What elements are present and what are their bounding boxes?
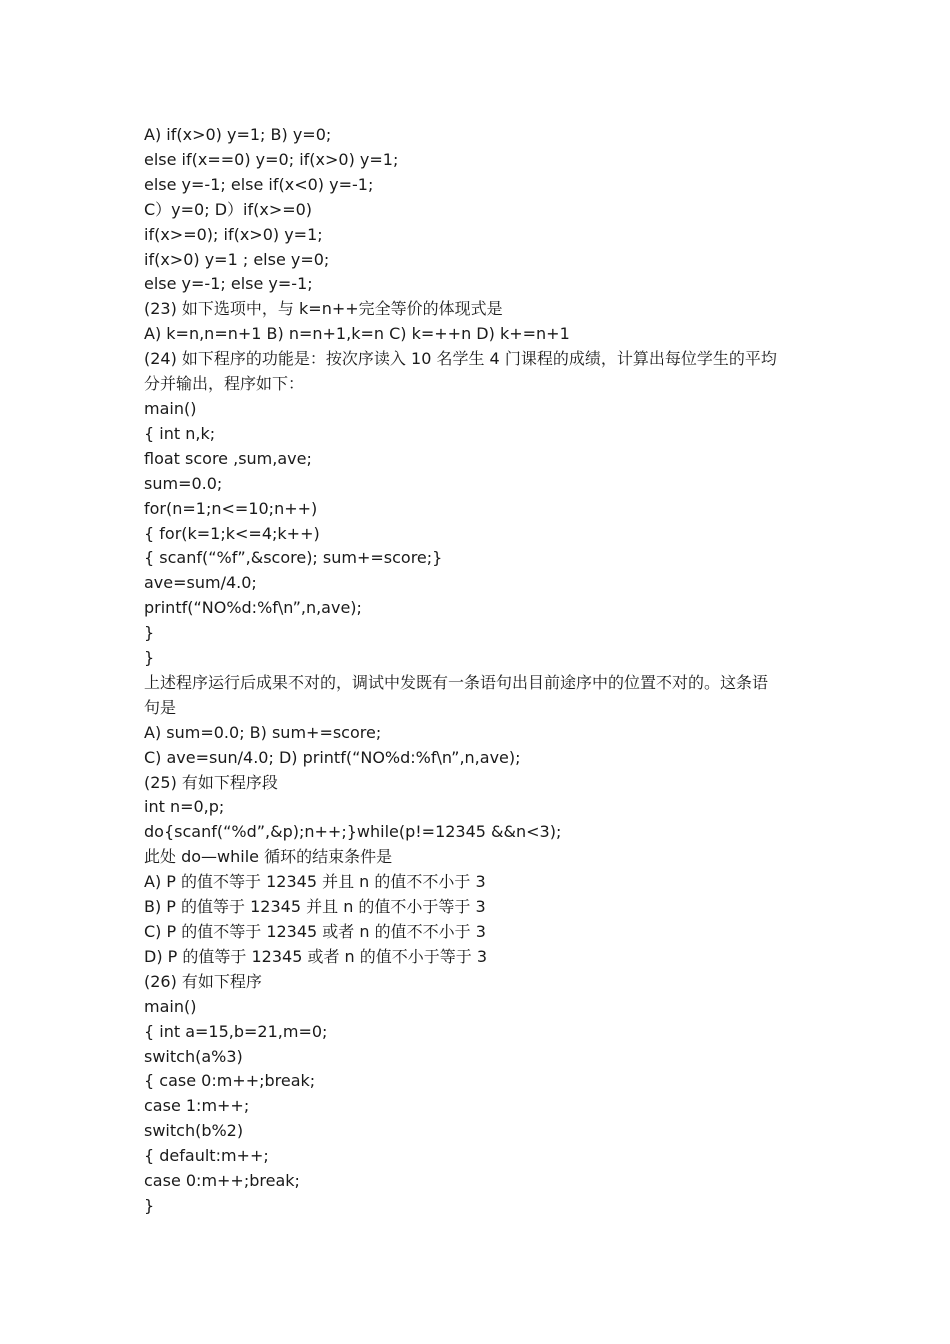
code-line: case 1:m++; bbox=[144, 1096, 250, 1116]
question-24-options-ab: A) sum=0.0; B) sum+=score; bbox=[144, 722, 382, 742]
text-line: else if(x==0) y=0; if(x>0) y=1; bbox=[144, 149, 399, 169]
question-25-option-b: B) P 的值等于 12345 并且 n 的值不小于等于 3 bbox=[144, 897, 486, 917]
code-line: int n=0,p; bbox=[144, 797, 225, 817]
code-line: { int n,k; bbox=[144, 423, 216, 443]
code-line: { scanf(“%f”,&score); sum+=score;} bbox=[144, 548, 443, 568]
code-line: ave=sum/4.0; bbox=[144, 573, 257, 593]
question-23-stem: (23) 如下选项中，与 k=n++完全等价的体现式是 bbox=[144, 299, 503, 319]
code-line: sum=0.0; bbox=[144, 473, 223, 493]
code-line: } bbox=[144, 623, 155, 643]
code-line: } bbox=[144, 648, 155, 668]
code-line: } bbox=[144, 1195, 155, 1215]
question-24-prompt-cont: 句是 bbox=[144, 697, 177, 717]
question-25-option-c: C) P 的值不等于 12345 或者 n 的值不不小于 3 bbox=[144, 922, 486, 941]
code-line: { default:m++; bbox=[144, 1146, 269, 1166]
code-line: float score ,sum,ave; bbox=[144, 448, 312, 468]
question-24-prompt: 上述程序运行后成果不对的，调试中发既有一条语句出目前途序中的位置不对的。这条语 bbox=[144, 672, 769, 692]
code-line: case 0:m++;break; bbox=[144, 1171, 300, 1191]
text-line: if(x>=0); if(x>0) y=1; bbox=[144, 224, 323, 244]
question-24-options-cd: C) ave=sun/4.0; D) printf(“NO%d:%f\n”,n,ave); bbox=[144, 747, 521, 767]
code-line: for(n=1;n<=10;n++) bbox=[144, 498, 318, 518]
question-24-stem-cont: 分并输出，程序如下： bbox=[144, 374, 305, 394]
text-line: else y=-1; else y=-1; bbox=[144, 274, 313, 294]
code-line: switch(b%2) bbox=[144, 1121, 244, 1141]
code-line: { for(k=1;k<=4;k++) bbox=[144, 523, 320, 543]
question-24-stem: (24) 如下程序的功能是：按次序读入 10 名学生 4 门课程的成绩，计算出每位学生的平均 bbox=[144, 349, 777, 369]
document-page bbox=[144, 123, 804, 1219]
question-25-option-a: A) P 的值不等于 12345 并且 n 的值不不小于 3 bbox=[144, 872, 486, 892]
question-23-options: A) k=n,n=n+1 B) n=n+1,k=n C) k=++n D) k+=n+1 bbox=[144, 324, 570, 344]
text-line: if(x>0) y=1 ; else y=0; bbox=[144, 249, 330, 269]
code-line: main() bbox=[144, 996, 197, 1016]
question-25-option-d: D) P 的值等于 12345 或者 n 的值不小于等于 3 bbox=[144, 946, 488, 966]
text-line: C）y=0; D）if(x>=0) bbox=[144, 199, 313, 219]
code-line: switch(a%3) bbox=[144, 1046, 243, 1066]
code-line: main() bbox=[144, 398, 197, 418]
text-line: A) if(x>0) y=1; B) y=0; bbox=[144, 125, 332, 144]
code-line: do{scanf(“%d”,&p);n++;}while(p!=12345 &&n<3); bbox=[144, 822, 562, 842]
code-line: { case 0:m++;break; bbox=[144, 1071, 316, 1091]
question-25-prompt: 此处 do—while 循环的结束条件是 bbox=[144, 847, 393, 867]
question-26-stem: (26) 有如下程序 bbox=[144, 971, 262, 991]
text-line: else y=-1; else if(x<0) y=-1; bbox=[144, 174, 374, 194]
code-line: { int a=15,b=21,m=0; bbox=[144, 1021, 328, 1041]
question-25-stem: (25) 有如下程序段 bbox=[144, 772, 278, 792]
code-line: printf(“NO%d:%f\n”,n,ave); bbox=[144, 598, 362, 618]
